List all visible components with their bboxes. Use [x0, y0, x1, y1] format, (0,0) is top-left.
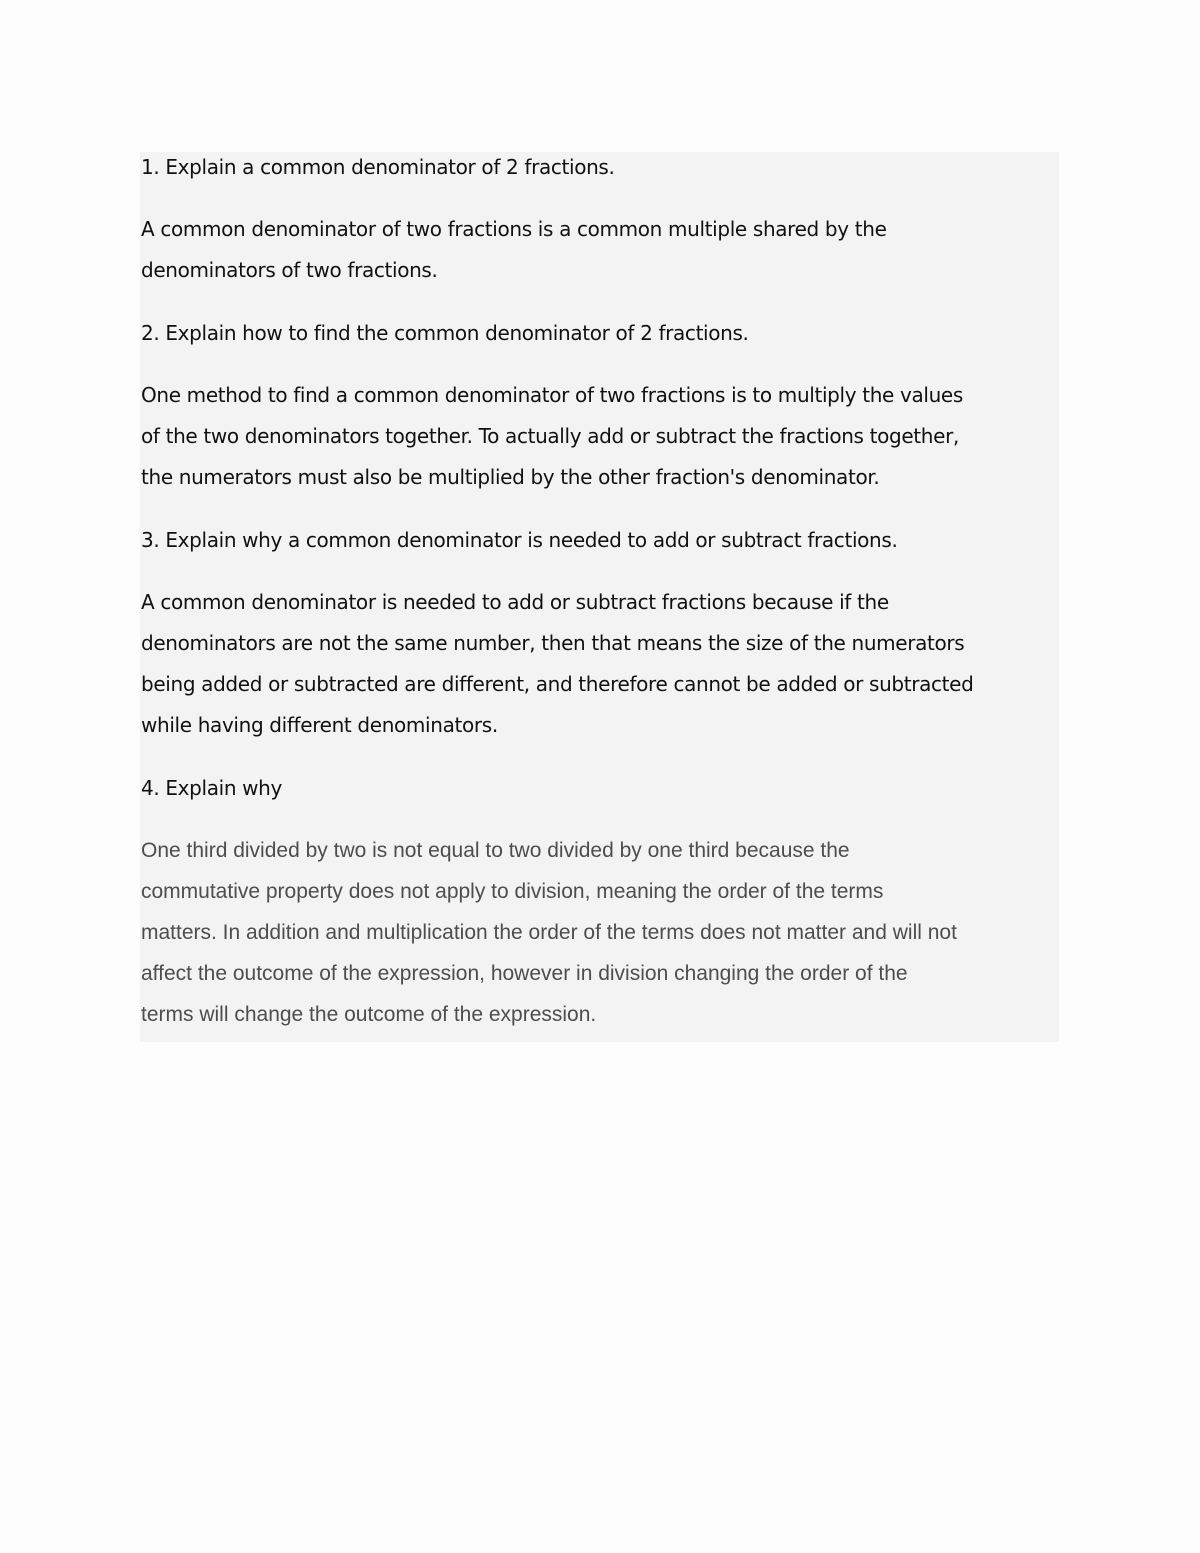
answer-2: [141, 375, 963, 498]
answer-line: affect the outcome of the expression, however in division changing the order of the: [141, 962, 908, 985]
answer-sheet: [140, 152, 1059, 1042]
answer-line: One third divided by two is not equal to two divided by one third because the: [141, 839, 850, 862]
answer-4: [141, 830, 957, 1035]
answer-3: [141, 582, 973, 746]
answer-line: matters. In addition and multiplication the order of the terms does not matter and will not: [141, 921, 957, 944]
question-4: 4. Explain why: [141, 776, 282, 800]
answer-line: denominators are not the same number, then that means the size of the numerators: [141, 631, 965, 655]
answer-line: commutative property does not apply to division, meaning the order of the terms: [141, 880, 884, 903]
answer-line: One method to find a common denominator of two fractions is to multiply the values: [141, 383, 963, 407]
answer-line: while having different denominators.: [141, 713, 498, 737]
question-1: 1. Explain a common denominator of 2 fractions.: [141, 155, 615, 179]
question-2: 2. Explain how to find the common denominator of 2 fractions.: [141, 321, 749, 345]
answer-line: denominators of two fractions.: [141, 258, 438, 282]
answer-line: being added or subtracted are different, and therefore cannot be added or subtracted: [141, 672, 974, 696]
answer-line: the numerators must also be multiplied by the other fraction's denominator.: [141, 465, 880, 489]
answer-line: of the two denominators together. To actually add or subtract the fractions together,: [141, 424, 959, 448]
answer-line: A common denominator is needed to add or subtract fractions because if the: [141, 590, 889, 614]
answer-line: A common denominator of two fractions is a common multiple shared by the: [141, 217, 887, 241]
question-3: 3. Explain why a common denominator is needed to add or subtract fractions.: [141, 528, 898, 552]
answer-1: [141, 209, 887, 291]
answer-line: terms will change the outcome of the expression.: [141, 1003, 597, 1026]
